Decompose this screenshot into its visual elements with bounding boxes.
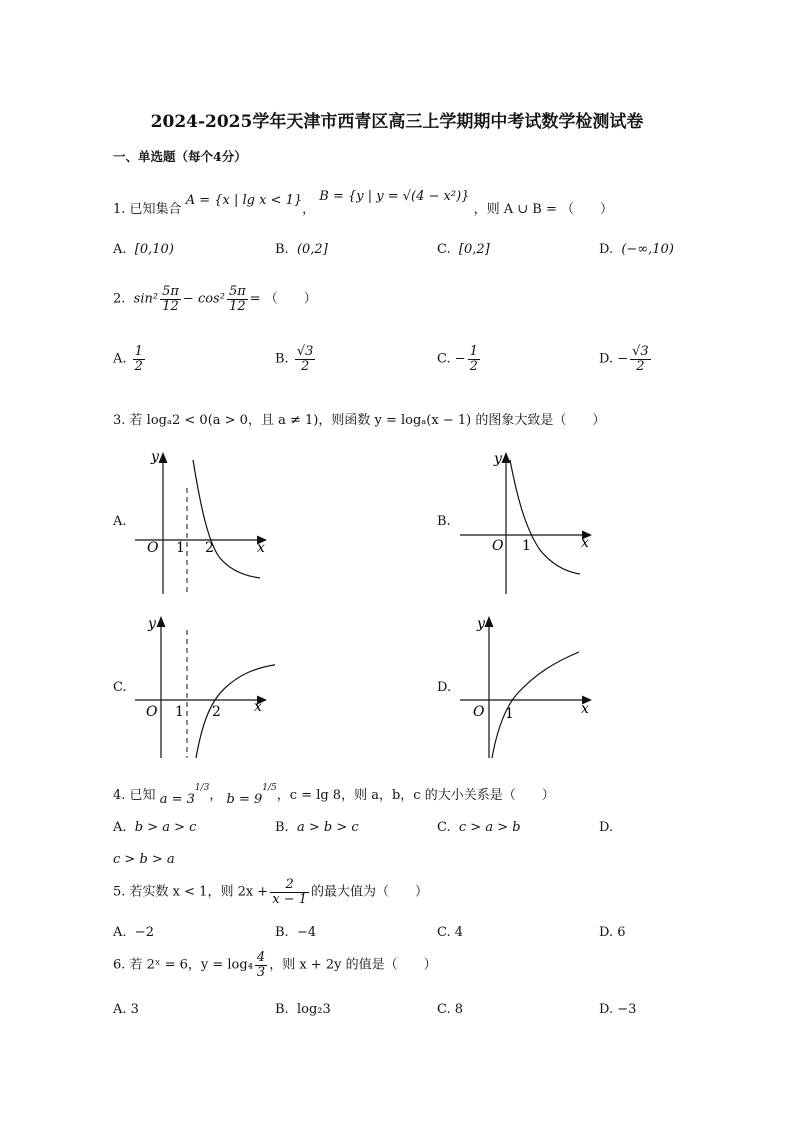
- q6-option-c[interactable]: C. 8: [437, 1002, 464, 1017]
- question-5-stem: 5. 若实数 x < 1，则 2x + $\frac{2}{x - 1}$ 的最大值为（ ）: [113, 877, 428, 907]
- q3-option-c-label[interactable]: C.: [113, 680, 127, 695]
- q5-option-b[interactable]: B. −4: [275, 925, 317, 940]
- fraction: $\frac{5\pi}{12}$: [228, 284, 246, 314]
- q1-option-a[interactable]: A. [0,10): [113, 242, 174, 257]
- q1-option-c[interactable]: C. [0,2]: [437, 242, 490, 257]
- question-1-stem: 1. 已知集合 A = {x | lg x < 1}， B = {y | y = √(4 − x²)} ，则 A ∪ B = （ ）: [113, 189, 613, 217]
- svg-text:1: 1: [176, 540, 185, 556]
- question-2-stem: 2. sin² $\frac{5\pi}{12}$ − cos² $\frac{5\pi}{12}$ = （ ）: [113, 284, 317, 314]
- svg-text:y: y: [477, 616, 485, 632]
- q4-option-d-text[interactable]: c > b > a: [113, 852, 175, 867]
- svg-text:x: x: [257, 540, 265, 556]
- svg-text:O: O: [473, 704, 485, 720]
- q3-option-a-label[interactable]: A.: [113, 514, 127, 529]
- question-6-stem: 6. 若 2ˣ = 6，y = log₄ $\frac{4}{3}$ ，则 x + 2y 的值是（ ）: [113, 950, 437, 980]
- q2-option-c[interactable]: C. − $\frac{1}{2}$: [437, 344, 478, 374]
- graph-a[interactable]: [130, 448, 275, 598]
- question-3-stem: 3. 若 logₐ2 < 0(a > 0，且 a ≠ 1)，则函数 y = logₐ(x − 1) 的图象大致是（ ）: [113, 413, 606, 428]
- svg-text:1: 1: [505, 706, 514, 722]
- q2-option-a[interactable]: A. $\frac{1}{2}$: [113, 344, 143, 374]
- graph-c[interactable]: [130, 612, 275, 762]
- q5-option-d[interactable]: D. 6: [599, 925, 626, 940]
- fraction: $\frac{5\pi}{12}$: [162, 284, 179, 314]
- q4-option-c[interactable]: C. c > a > b: [437, 820, 521, 835]
- svg-text:y: y: [494, 451, 502, 467]
- page-title: 2024-2025学年天津市西青区高三上学期期中考试数学检测试卷: [150, 112, 644, 132]
- fraction: $\frac{4}{3}$: [256, 950, 266, 980]
- q3-option-b-label[interactable]: B.: [437, 514, 451, 529]
- q2-option-d[interactable]: D. − $\frac{√3}{2}$: [599, 344, 649, 374]
- svg-text:x: x: [581, 701, 589, 717]
- graph-d[interactable]: [455, 612, 600, 762]
- svg-text:1: 1: [175, 704, 184, 720]
- svg-text:O: O: [146, 704, 158, 720]
- fraction: $\frac{2}{x - 1}$: [272, 877, 307, 907]
- set-a-expression: A = {x | lg x < 1}: [185, 193, 303, 208]
- graph-b[interactable]: [455, 448, 600, 598]
- svg-text:2: 2: [205, 540, 214, 556]
- q6-option-d[interactable]: D. −3: [599, 1002, 637, 1017]
- svg-text:y: y: [148, 616, 156, 632]
- svg-text:1: 1: [522, 538, 531, 554]
- q6-option-a[interactable]: A. 3: [113, 1002, 139, 1017]
- q1-option-d[interactable]: D. (−∞,10): [599, 242, 674, 257]
- q6-option-b[interactable]: B. log₂3: [275, 1002, 331, 1017]
- question-4-stem: 4. 已知 $a = 3^{1/3}$， $b = 9^{1/5}$，c = lg 8，则 a，b，c 的大小关系是（ ）: [113, 782, 555, 807]
- section-heading: 一、单选题（每个4分）: [113, 149, 247, 164]
- svg-text:O: O: [147, 540, 159, 556]
- svg-text:O: O: [492, 538, 504, 554]
- q4-option-b[interactable]: B. a > b > c: [275, 820, 359, 835]
- q5-option-a[interactable]: A. −2: [113, 925, 154, 940]
- q2-option-b[interactable]: B. $\frac{√3}{2}$: [275, 344, 314, 374]
- svg-text:x: x: [581, 535, 589, 551]
- q4-option-d-label[interactable]: D.: [599, 820, 614, 835]
- q3-option-d-label[interactable]: D.: [437, 680, 452, 695]
- svg-text:2: 2: [212, 704, 221, 720]
- q5-option-c[interactable]: C. 4: [437, 925, 464, 940]
- q1-option-b[interactable]: B. (0,2]: [275, 242, 328, 257]
- svg-text:y: y: [151, 449, 159, 465]
- q4-option-a[interactable]: A. b > a > c: [113, 820, 197, 835]
- set-b-expression: B = {y | y = √(4 − x²)}: [319, 189, 470, 204]
- svg-text:x: x: [254, 699, 262, 715]
